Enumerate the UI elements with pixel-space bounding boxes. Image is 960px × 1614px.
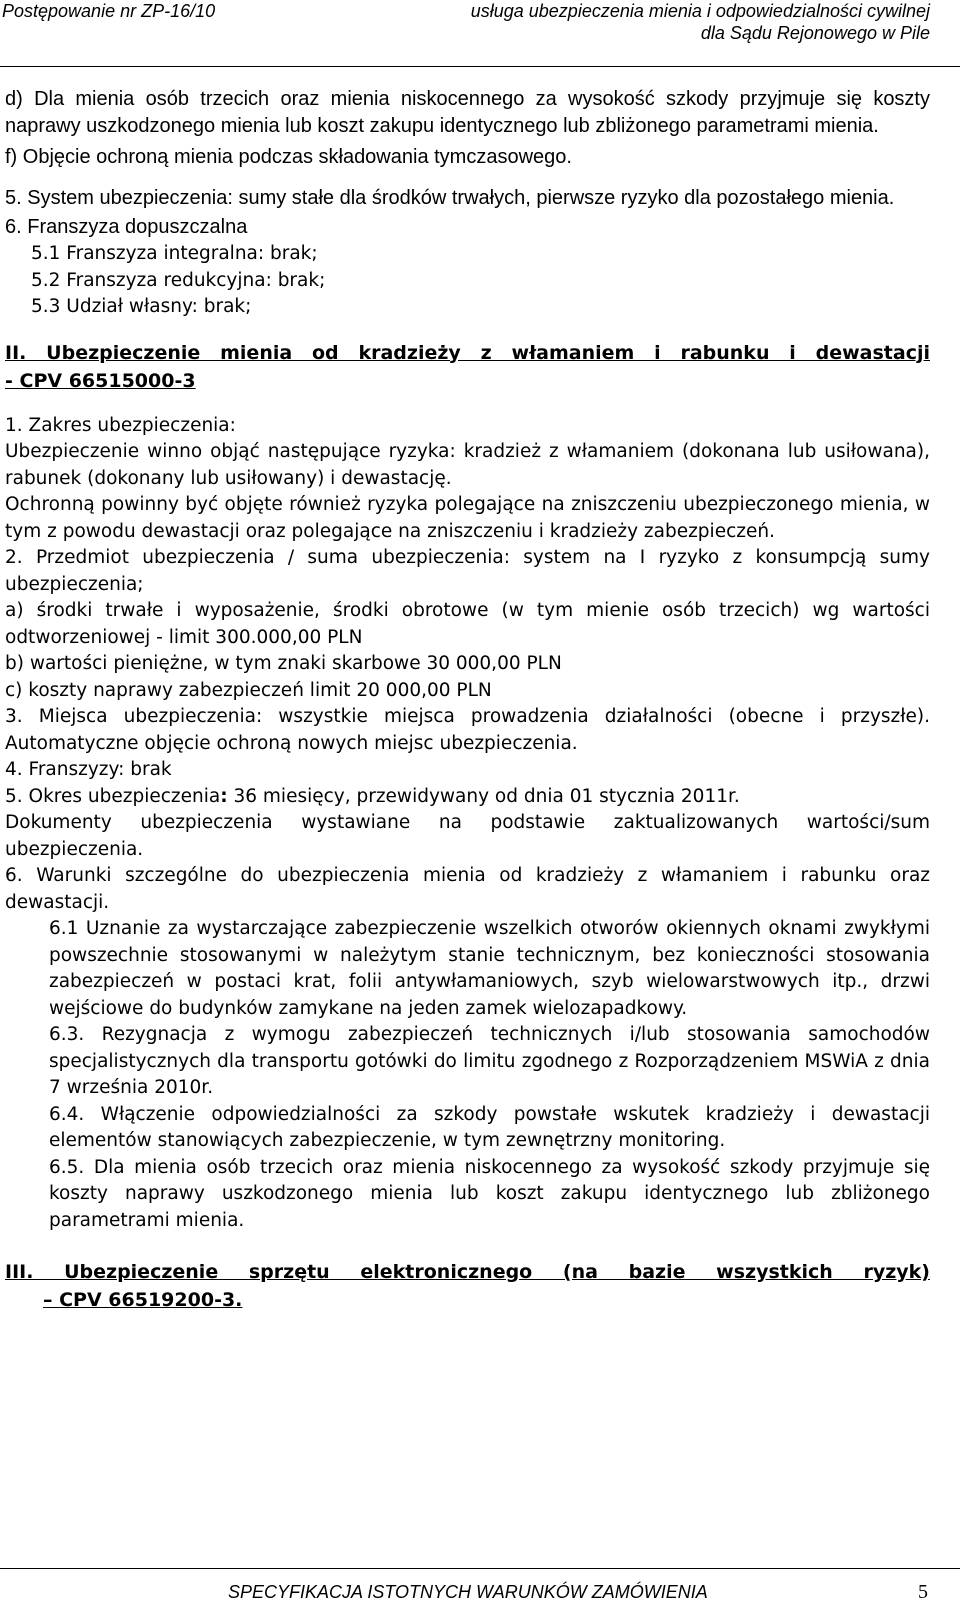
okres-value: 36 miesięcy, przewidywany od dnia 01 stycznia 2011r. <box>227 785 740 807</box>
paragraph-5-1: 5.1 Franszyza integralna: brak; <box>31 243 318 264</box>
section-heading-ii-line1: II. Ubezpieczenie mienia od kradzieży z włamaniem i rabunku i dewastacji <box>5 341 930 364</box>
paragraph-6-franszyza: 6. Franszyza dopuszczalna <box>5 216 248 238</box>
paragraph-ochrona: Ochronną powinny być objęte również ryzyka polegające na zniszczeniu ubezpieczonego mienia, w tym z powodu dewastacji oraz polegające na zniszczeniu i kradzieży zabezpieczeń. <box>5 494 930 542</box>
paragraph-przedmiot: 2. Przedmiot ubezpieczenia / suma ubezpieczenia: system na I ryzyko z konsumpcją sumy ubezpieczenia; <box>5 547 930 595</box>
paragraph-miejsca: 3. Miejsca ubezpieczenia: wszystkie miejsca prowadzenia działalności (obecne i przyszłe). Automatyczne objęcie ochroną nowych miejsc ubezpieczenia. <box>5 706 930 754</box>
paragraph-zakres-title: 1. Zakres ubezpieczenia: <box>5 414 236 436</box>
section-heading-ii-line2: - CPV 66515000-3 <box>5 369 196 392</box>
section-heading-iii-line1: III. Ubezpieczenie sprzętu elektronicznego (na bazie wszystkich ryzyk) <box>5 1261 930 1283</box>
section-heading-iii <box>5 1258 930 1314</box>
paragraph-5-3: 5.3 Udział własny: brak; <box>31 296 252 317</box>
paragraph-franszyzy: 4. Franszyzy: brak <box>5 759 172 780</box>
page-header <box>0 0 960 67</box>
paragraph-6-5: 6.5. Dla mienia osób trzecich oraz mienia niskocennego za wysokość szkody przyjmuje się koszty naprawy uszkodzonego mienia lub koszt zakupu identycznego lub zbliżonego parametrami mienia. <box>49 1156 930 1231</box>
paragraph-6-4: 6.4. Włączenie odpowiedzialności za szkody powstałe wskutek kradzieży i dewastacji elementów stanowiących zabezpieczenie, w tym zewnętrzny monitoring. <box>49 1103 930 1151</box>
section-heading-iii-line2: – CPV 66519200-3. <box>43 1289 243 1311</box>
okres-label: 5. Okres ubezpieczenia <box>5 785 221 807</box>
header-case-number: Postępowanie nr ZP-16/10 <box>2 1 216 21</box>
header-service-title: usługa ubezpieczenia mienia i odpowiedzialności cywilnej <box>470 1 930 21</box>
paragraph-c: c) koszty naprawy zabezpieczeń limit 20 000,00 PLN <box>5 679 492 701</box>
paragraph-a: a) środki trwałe i wyposażenie, środki obrotowe (w tym mienie osób trzecich) wg wartości odtworzeniowej - limit 300.000,00 PLN <box>5 600 930 648</box>
paragraph-5-2: 5.2 Franszyza redukcyjna: brak; <box>31 269 326 291</box>
paragraph-dokumenty: Dokumenty ubezpieczenia wystawiane na podstawie zaktualizowanych wartości/sum ubezpieczenia. <box>5 812 930 860</box>
document-body <box>5 86 930 1314</box>
footer-title: SPECYFIKACJA ISTOTNYCH WARUNKÓW ZAMÓWIENIA <box>228 1582 708 1602</box>
paragraph-b: b) wartości pieniężne, w tym znaki skarbowe 30 000,00 PLN <box>5 653 562 674</box>
paragraph-zakres-text: Ubezpieczenie winno objąć następujące ryzyka: kradzież z włamaniem (dokonana lub usiłowana), rabunek (dokonany lub usiłowany) i dewastację. <box>5 441 930 489</box>
header-court-name: dla Sądu Rejonowego w Pile <box>700 23 930 43</box>
section-heading-ii <box>5 339 930 395</box>
okres-colon: : <box>220 785 228 807</box>
paragraph-d: d) Dla mienia osób trzecich oraz mienia niskocennego za wysokość szkody przyjmuje się koszty naprawy uszkodzonego mienia lub koszt zakupu identycznego lub zbliżonego parametrami mienia. <box>5 88 930 137</box>
paragraph-f: f) Objęcie ochroną mienia podczas składowania tymczasowego. <box>5 146 572 168</box>
page-number: 5 <box>918 1581 928 1603</box>
paragraph-okres <box>5 784 930 811</box>
paragraph-warunki: 6. Warunki szczególne do ubezpieczenia mienia od kradzieży z włamaniem i rabunku oraz dewastacji. <box>5 865 930 913</box>
paragraph-6-1: 6.1 Uznanie za wystarczające zabezpieczenie wszelkich otworów okiennych oknami zwykłymi powszechnie stosowanymi w należytym stanie technicznym, bez konieczności stosowania zabezpieczeń w postaci krat, folii antywłamaniowych, szyb wielowarstwowych itp., drzwi wejściowe do budynków zamykane na jeden zamek wielozapadkowy. <box>49 918 930 1019</box>
paragraph-5-system: 5. System ubezpieczenia: sumy stałe dla środków trwałych, pierwsze ryzyko dla pozostałego mienia. <box>5 187 895 209</box>
paragraph-6-3: 6.3. Rezygnacja z wymogu zabezpieczeń technicznych i/lub stosowania samochodów specjalistycznych dla transportu gotówki do limitu zgodnego z Rozporządzeniem MSWiA z dnia 7 września 2010r. <box>49 1024 930 1098</box>
page-footer <box>0 1568 960 1614</box>
